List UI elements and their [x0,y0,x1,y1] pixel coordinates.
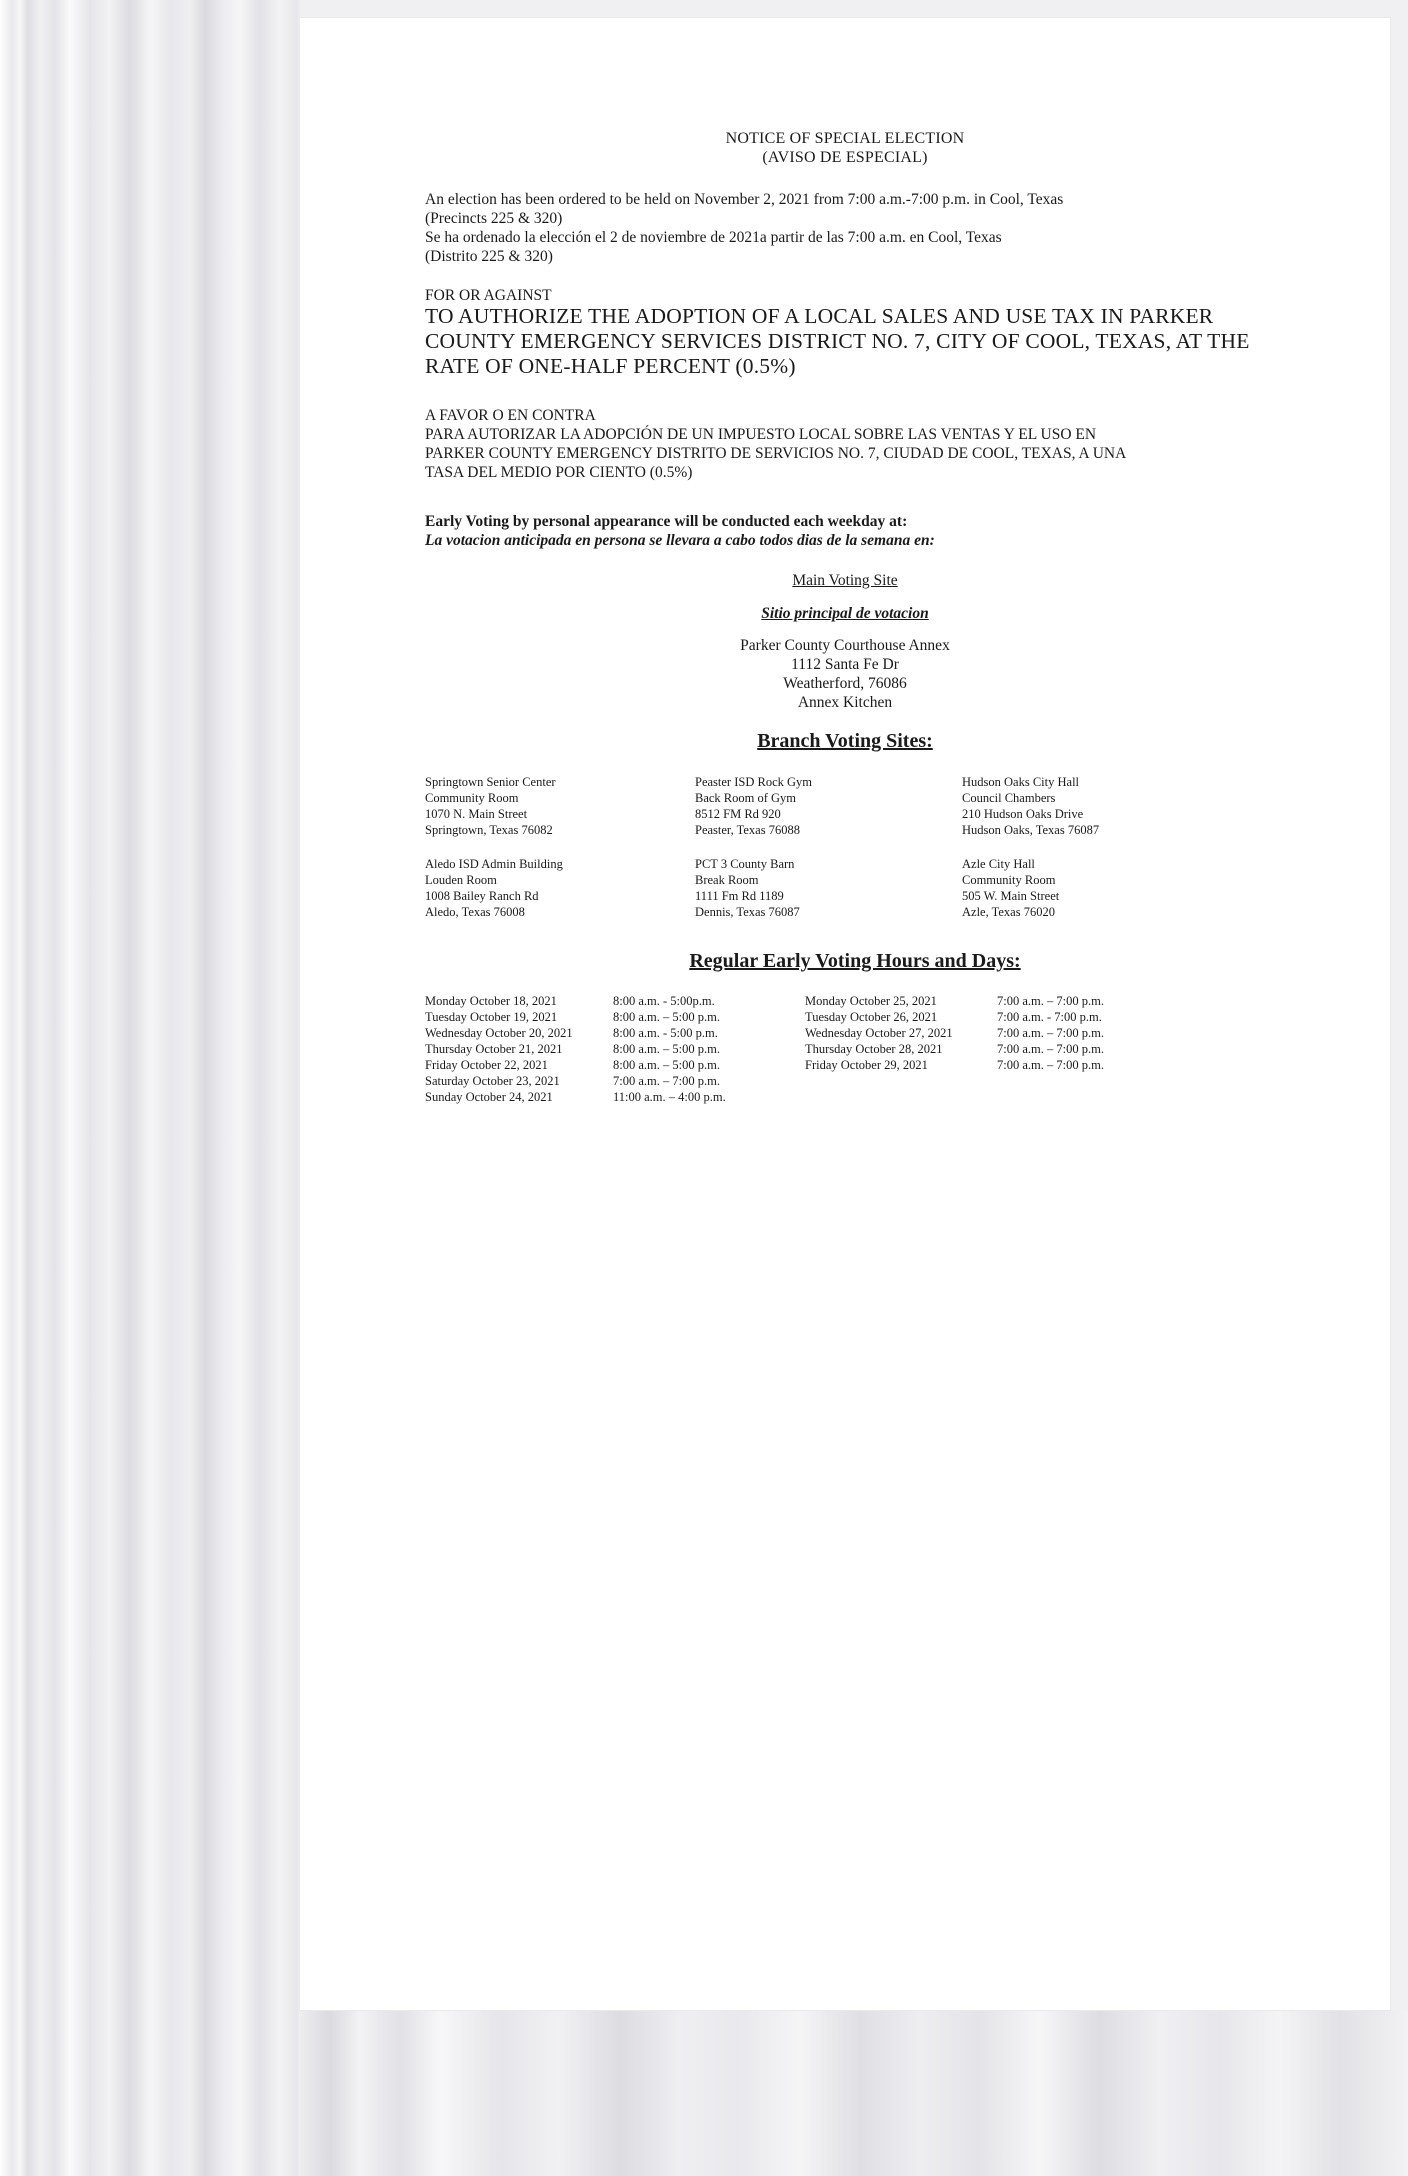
hours-day: Monday October 25, 2021 [805,994,937,1008]
site-name: Hudson Oaks City Hall [962,775,1080,789]
proposition-es-line-1: PARA AUTORIZAR LA ADOPCIÓN DE UN IMPUESTO LOCAL SOBRE LAS VENTAS Y EL USO EN [425,426,1097,443]
hours-day: Wednesday October 27, 2021 [805,1026,953,1040]
branch-site [962,856,1059,920]
branch-site [425,856,563,920]
hours-time: 7:00 a.m. – 7:00 p.m. [613,1074,720,1088]
site-city: Springtown, Texas 76082 [425,823,553,837]
site-street: 8512 FM Rd 920 [695,807,781,821]
hours-day: Saturday October 23, 2021 [425,1074,560,1088]
site-city: Azle, Texas 76020 [962,905,1055,919]
hours-time: 8:00 a.m. – 5:00 p.m. [613,1058,720,1072]
site-room: Back Room of Gym [695,791,797,805]
branch-site [695,856,800,920]
site-street: 505 W. Main Street [962,889,1060,903]
hours-heading: Regular Early Voting Hours and Days: [689,950,1021,972]
main-site-room: Annex Kitchen [797,694,893,711]
site-name: Peaster ISD Rock Gym [695,775,812,789]
precincts-es: (Distrito 225 & 320) [425,248,553,265]
site-city: Peaster, Texas 76088 [695,823,800,837]
hours-day: Monday October 18, 2021 [425,994,557,1008]
main-site-heading-es: Sitio principal de votacion [761,605,929,622]
proposition-es-line-3: TASA DEL MEDIO POR CIENTO (0.5%) [425,464,693,481]
for-or-against-label: FOR OR AGAINST [425,287,552,304]
site-name: Springtown Senior Center [425,775,556,789]
hours-day: Tuesday October 19, 2021 [425,1010,558,1024]
branch-site [425,774,556,838]
site-street: 1008 Bailey Ranch Rd [425,889,539,903]
proposition-line-1: TO AUTHORIZE THE ADOPTION OF A LOCAL SALES AND USE TAX IN PARKER [425,304,1214,328]
site-room: Community Room [425,791,519,805]
hours-day: Friday October 29, 2021 [805,1058,928,1072]
site-room: Community Room [962,873,1056,887]
site-name: Azle City Hall [962,857,1035,871]
hours-day: Tuesday October 26, 2021 [805,1010,938,1024]
site-street: 210 Hudson Oaks Drive [962,807,1084,821]
notice-title-es: (AVISO DE ESPECIAL) [762,149,928,166]
main-site-city: Weatherford, 76086 [783,675,907,692]
proposition-line-2: COUNTY EMERGENCY SERVICES DISTRICT NO. 7, CITY OF COOL, TEXAS, AT THE [425,329,1250,353]
main-site-street: 1112 Santa Fe Dr [791,656,899,673]
election-line-es: Se ha ordenado la elección el 2 de noviembre de 2021a partir de las 7:00 a.m. en Cool, Texas [425,229,1002,246]
site-city: Aledo, Texas 76008 [425,905,525,919]
hours-time: 8:00 a.m. – 5:00 p.m. [613,1042,720,1056]
hours-left-times [613,993,726,1105]
main-site-heading: Main Voting Site [792,572,898,589]
hours-time: 8:00 a.m. - 5:00p.m. [613,994,715,1008]
hours-time: 8:00 a.m. – 5:00 p.m. [613,1010,720,1024]
hours-day: Sunday October 24, 2021 [425,1090,553,1104]
election-line-en: An election has been ordered to be held on November 2, 2021 from 7:00 a.m.-7:00 p.m. in Cool, Texas [425,191,1064,208]
site-room: Break Room [695,873,759,887]
a-favor-label: A FAVOR O EN CONTRA [425,407,596,424]
hours-time: 7:00 a.m. – 7:00 p.m. [997,1058,1104,1072]
hours-time: 8:00 a.m. - 5:00 p.m. [613,1026,718,1040]
hours-right-times [997,993,1104,1073]
document-page [300,18,1390,2010]
early-voting-es: La votacion anticipada en persona se llevara a cabo todos dias de la semana en: [425,532,935,549]
hours-day: Thursday October 21, 2021 [425,1042,563,1056]
hours-day: Thursday October 28, 2021 [805,1042,943,1056]
branch-site [962,774,1099,838]
site-room: Louden Room [425,873,497,887]
precincts-en: (Precincts 225 & 320) [425,210,563,227]
hours-day: Wednesday October 20, 2021 [425,1026,573,1040]
site-name: PCT 3 County Barn [695,857,795,871]
hours-right-days [805,993,953,1073]
early-voting-en: Early Voting by personal appearance will be conducted each weekday at: [425,513,908,530]
hours-time: 7:00 a.m. – 7:00 p.m. [997,1042,1104,1056]
site-street: 1070 N. Main Street [425,807,528,821]
site-room: Council Chambers [962,791,1056,805]
hours-time: 7:00 a.m. - 7:00 p.m. [997,1010,1102,1024]
branch-sites-heading: Branch Voting Sites: [757,730,933,752]
hours-time: 7:00 a.m. – 7:00 p.m. [997,1026,1104,1040]
hours-time: 11:00 a.m. – 4:00 p.m. [613,1090,726,1104]
main-site-name: Parker County Courthouse Annex [740,637,950,654]
site-city: Dennis, Texas 76087 [695,905,800,919]
proposition-es-line-2: PARKER COUNTY EMERGENCY DISTRITO DE SERVICIOS NO. 7, CIUDAD DE COOL, TEXAS, A UNA [425,445,1127,462]
notice-title: NOTICE OF SPECIAL ELECTION [725,130,965,147]
site-city: Hudson Oaks, Texas 76087 [962,823,1100,837]
scanner-bottom-strip [300,2010,1408,2176]
hours-day: Friday October 22, 2021 [425,1058,548,1072]
hours-left-days [425,993,573,1105]
hours-time: 7:00 a.m. – 7:00 p.m. [997,994,1104,1008]
proposition-line-3: RATE OF ONE-HALF PERCENT (0.5%) [425,354,796,378]
site-street: 1111 Fm Rd 1189 [695,889,784,903]
branch-site [695,774,812,838]
site-name: Aledo ISD Admin Building [425,857,563,871]
